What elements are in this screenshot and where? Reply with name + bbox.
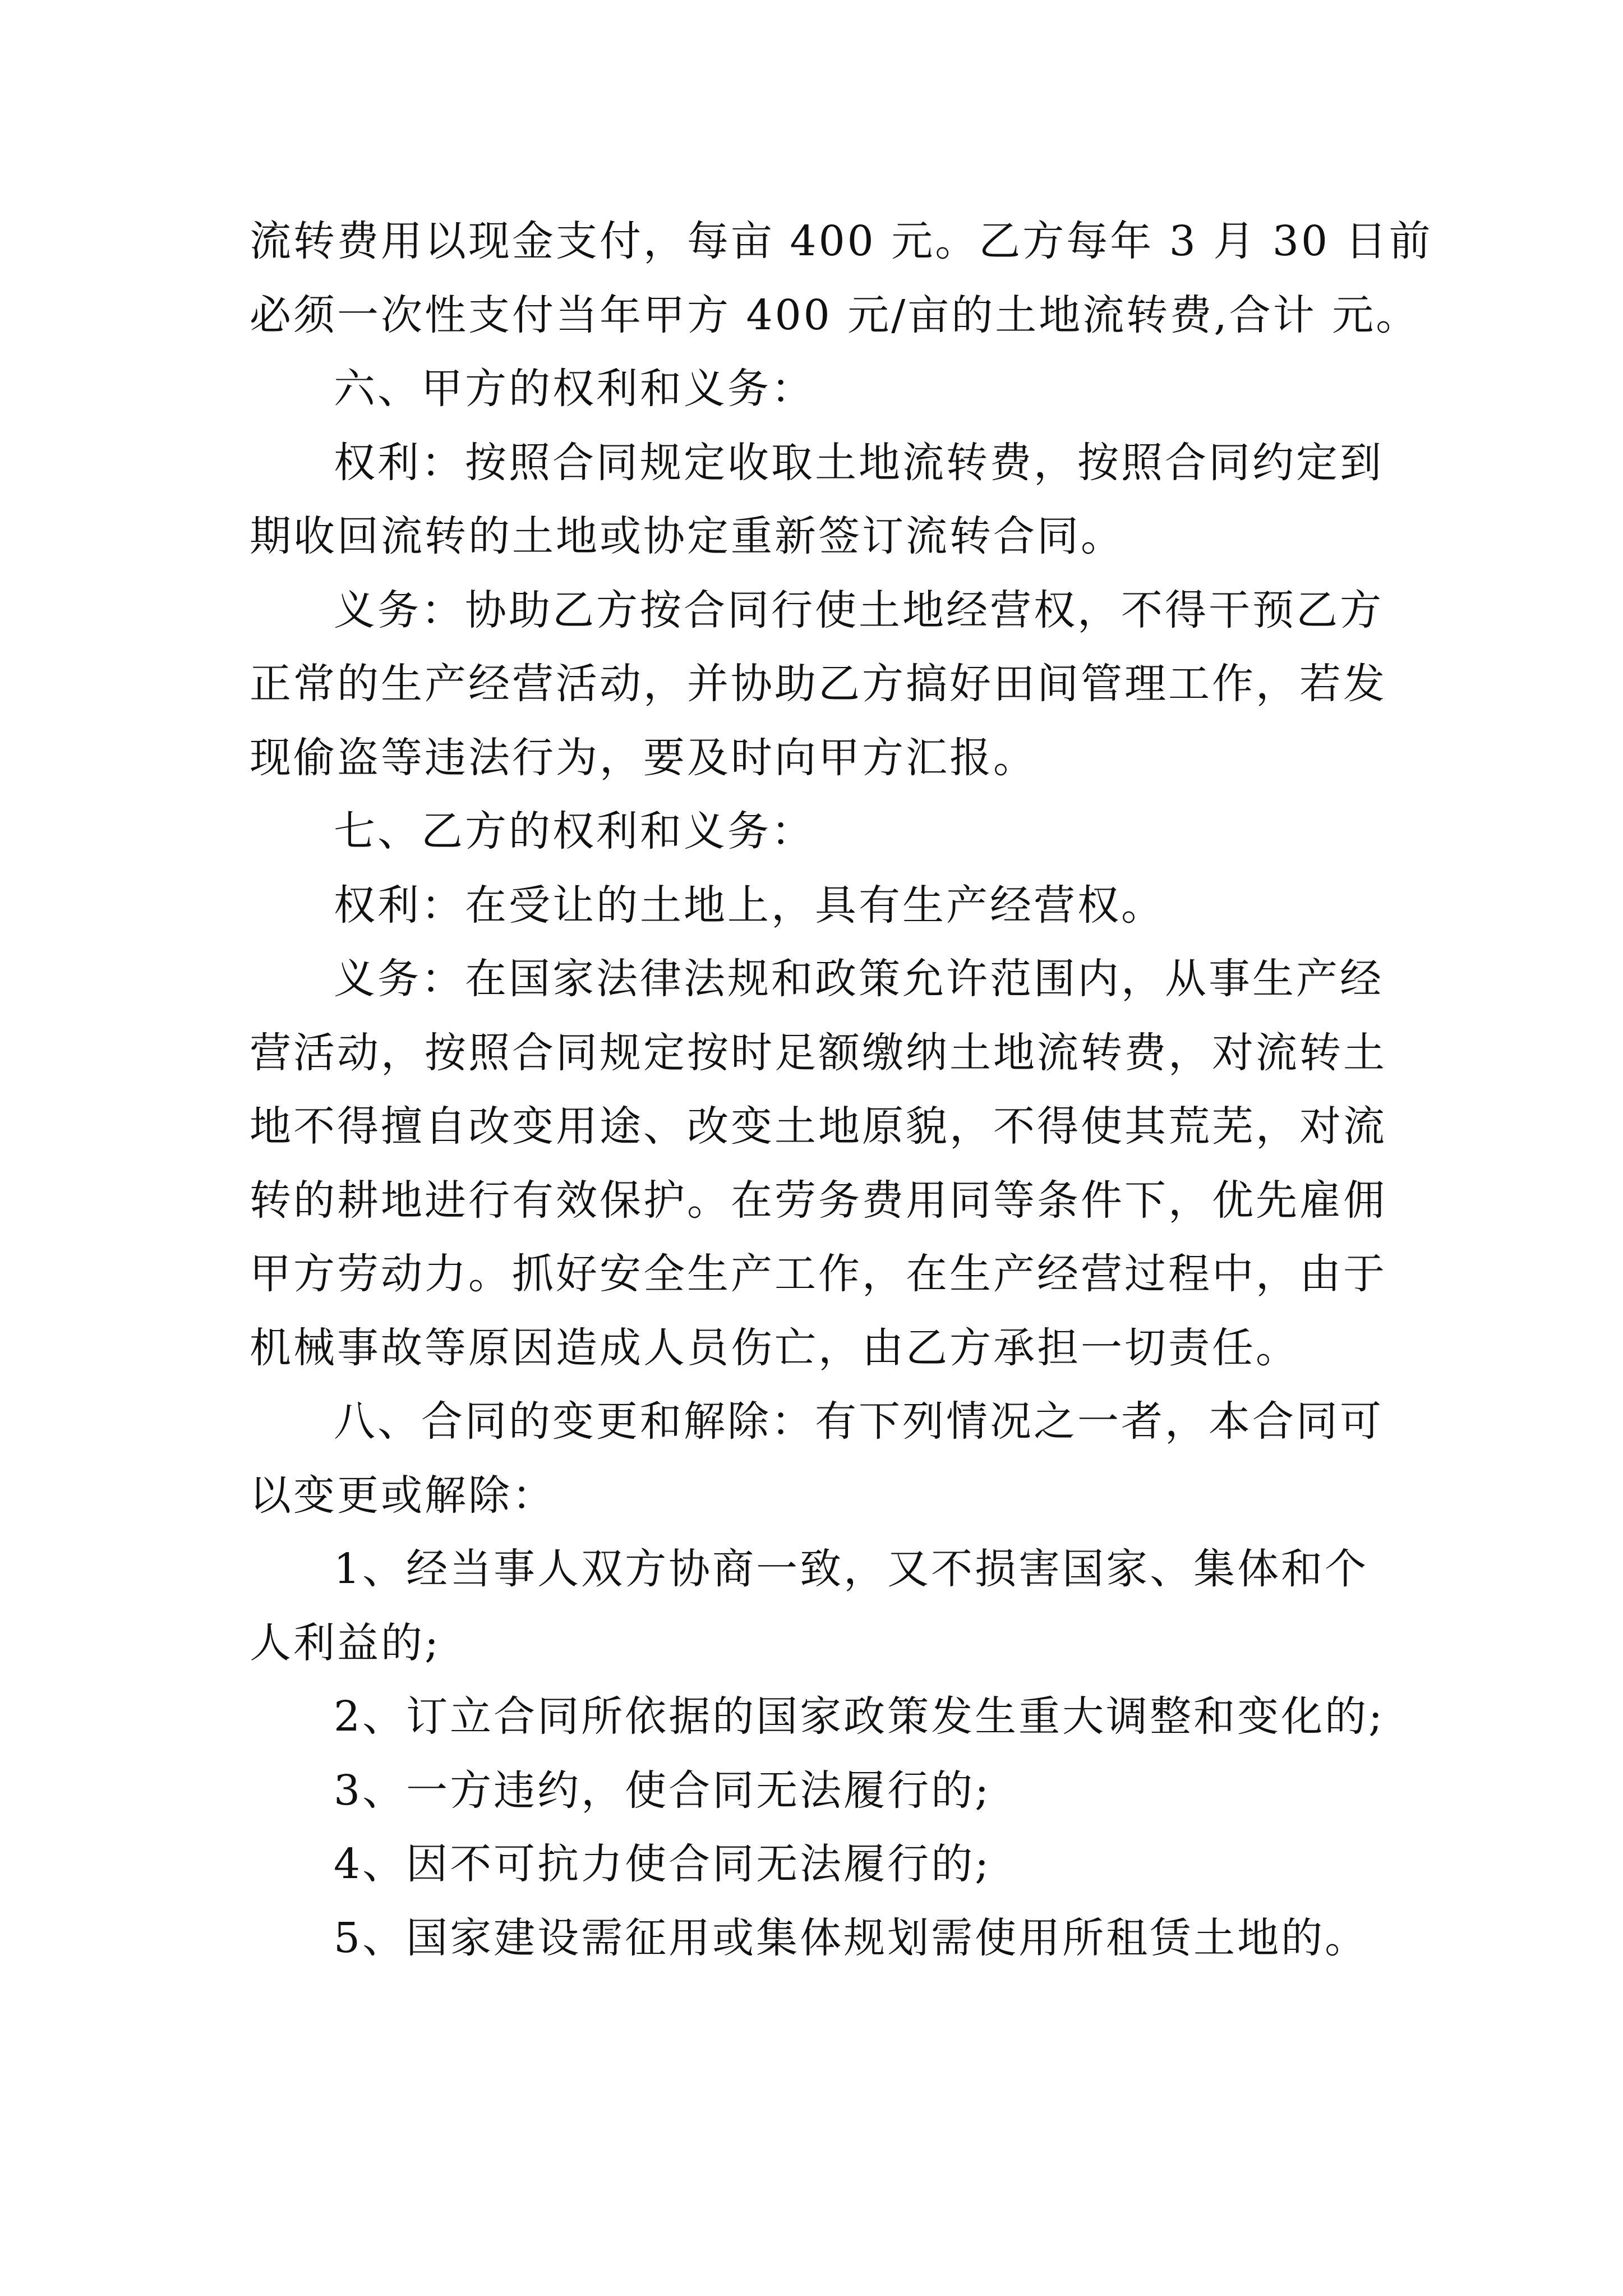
text-line: 八、合同的变更和解除：有下列情况之一者，本合同可 [334, 1397, 1384, 1446]
paragraph-party-a-rights [250, 426, 1433, 574]
document-body [250, 205, 1433, 1975]
section-heading-party-a [250, 352, 1433, 426]
text-line: 5、国家建设需征用或集体规划需使用所租赁土地的。 [334, 1913, 1369, 1962]
text-line: 正常的生产经营活动，并协助乙方搞好田间管理工作，若发 [250, 660, 1387, 708]
text-line: 必须一次性支付当年甲方 400 元/亩的土地流转费,合计 元。 [250, 291, 1420, 339]
text-line: 甲方劳动力。抓好安全生产工作，在生产经营过程中，由于 [250, 1250, 1387, 1298]
text-line: 以变更或解除： [250, 1471, 556, 1520]
paragraph-party-a-obligations [250, 574, 1433, 795]
text-line: 现偷盗等违法行为，要及时向甲方汇报。 [250, 733, 1037, 782]
list-item [250, 1754, 1433, 1828]
text-line: 机械事故等原因造成人员伤亡，由乙方承担一切责任。 [250, 1323, 1299, 1372]
text-line: 义务：协助乙方按合同行使土地经营权，不得干预乙方 [334, 586, 1384, 634]
text-line: 六、甲方的权利和义务： [334, 365, 815, 413]
section-heading-party-b [250, 795, 1433, 869]
text-line: 3、一方违约，使合同无法履行的; [334, 1766, 992, 1815]
paragraph-party-b-obligations [250, 942, 1433, 1385]
list-item [250, 1828, 1433, 1902]
text-line: 2、订立合同所依据的国家政策发生重大调整和变化的; [334, 1692, 1385, 1741]
text-line: 流转费用以现金支付，每亩 400 元。乙方每年 3 月 30 日前 [250, 217, 1433, 265]
paragraph-party-b-rights [250, 869, 1433, 943]
text-line: 4、因不可抗力使合同无法履行的; [334, 1840, 992, 1888]
text-line: 地不得擅自改变用途、改变土地原貌，不得使其荒芜，对流 [250, 1102, 1387, 1151]
list-item [250, 1902, 1433, 1976]
paragraph-payment [250, 205, 1433, 352]
text-line: 七、乙方的权利和义务： [334, 807, 815, 855]
list-item [250, 1533, 1433, 1680]
text-line: 转的耕地进行有效保护。在劳务费用同等条件下，优先雇佣 [250, 1176, 1387, 1225]
section-heading-contract-change [250, 1385, 1433, 1533]
text-line: 1、经当事人双方协商一致，又不损害国家、集体和个 [334, 1545, 1369, 1593]
text-line: 营活动，按照合同规定按时足额缴纳土地流转费，对流转土 [250, 1028, 1387, 1077]
text-line: 权利：在受让的土地上，具有生产经营权。 [334, 881, 1165, 930]
text-line: 期收回流转的土地或协定重新签订流转合同。 [250, 512, 1124, 560]
text-line: 人利益的; [250, 1618, 441, 1667]
text-line: 权利：按照合同规定收取土地流转费，按照合同约定到 [334, 438, 1384, 487]
list-item [250, 1680, 1433, 1754]
text-line: 义务：在国家法律法规和政策允许范围内，从事生产经 [334, 955, 1384, 1003]
